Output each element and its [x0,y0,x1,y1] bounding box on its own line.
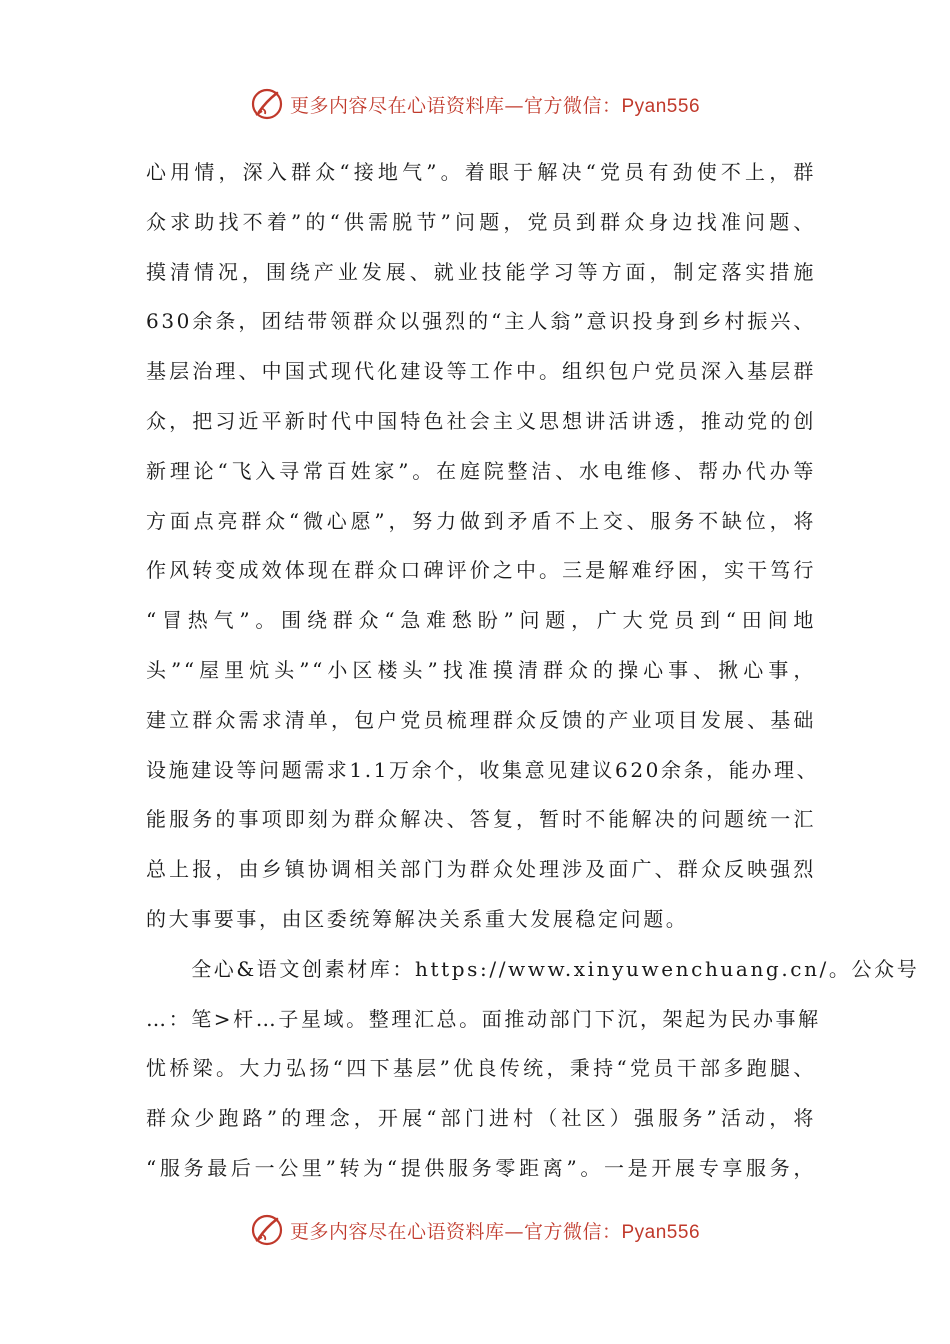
text-line: 630余条，团结带领群众以强烈的“主人翁”意识投身到乡村振兴、 [146,309,816,334]
text-line: 作风转变成效体现在群众口碑评价之中。三是解难纾困，实干笃行 [146,558,816,583]
banner-text: 更多内容尽在心语资料库—官方微信： [289,1220,622,1243]
text-line: 新理论“飞入寻常百姓家”。在庭院整洁、水电维修、帮办代办等 [146,458,816,483]
text-line: 摸清情况，围绕产业发展、就业技能学习等方面，制定落实措施 [146,259,816,284]
text-line: 头”“屋里炕头”“小区楼头”找准摸清群众的操心事、揪心事， [146,657,816,682]
text-line: 设施建设等问题需求1.1万余个，收集意见建议620余条，能办理、 [146,757,820,782]
text-line: …：笔>杆…子星域。整理汇总。面推动部门下沉，架起为民办事解 [146,1006,821,1031]
text-line: 建立群众需求清单，包户党员梳理群众反馈的产业项目发展、基础 [146,707,816,732]
text-line: 总上报，由乡镇协调相关部门为群众处理涉及面广、群众反映强烈 [146,857,816,882]
text-line: “服务最后一公里”转为“提供服务零距离”。一是开展专享服务， [146,1155,816,1180]
pen-logo-icon [250,87,284,121]
document-body [146,148,920,1194]
wechat-id: Pyan556 [621,1221,701,1243]
text-line: 全心&语文创素材库：https://www.xinyuwenchuang.cn/。公众号 [146,956,920,981]
pen-logo-icon [250,1213,284,1247]
text-line: 基层治理、中国式现代化建设等工作中。组织包户党员深入基层群 [146,359,816,384]
header-banner [0,84,950,124]
text-line: 群众少跑路”的理念，开展“部门进村（社区）强服务”活动，将 [146,1106,816,1131]
text-line: 能服务的事项即刻为群众解决、答复，暂时不能解决的问题统一汇 [146,807,816,832]
text-line: “冒热气”。围绕群众“急难愁盼”问题，广大党员到“田间地 [146,608,816,633]
text-line: 的大事要事，由区委统筹解决关系重大发展稳定问题。 [146,906,689,931]
text-line: 忧桥梁。大力弘扬“四下基层”优良传统，秉持“党员干部多跑腿、 [146,1056,816,1081]
text-line: 方面点亮群众“微心愿”，努力做到矛盾不上交、服务不缺位，将 [146,508,816,533]
wechat-id: Pyan556 [621,95,701,117]
banner-text: 更多内容尽在心语资料库—官方微信： [289,94,622,117]
footer-banner [0,1210,950,1250]
text-line: 众求助找不着”的“供需脱节”问题，党员到群众身边找准问题、 [146,209,816,234]
text-line: 心用情，深入群众“接地气”。着眼于解决“党员有劲使不上，群 [146,160,816,184]
text-line: 众，把习近平新时代中国特色社会主义思想讲活讲透，推动党的创 [146,408,816,433]
